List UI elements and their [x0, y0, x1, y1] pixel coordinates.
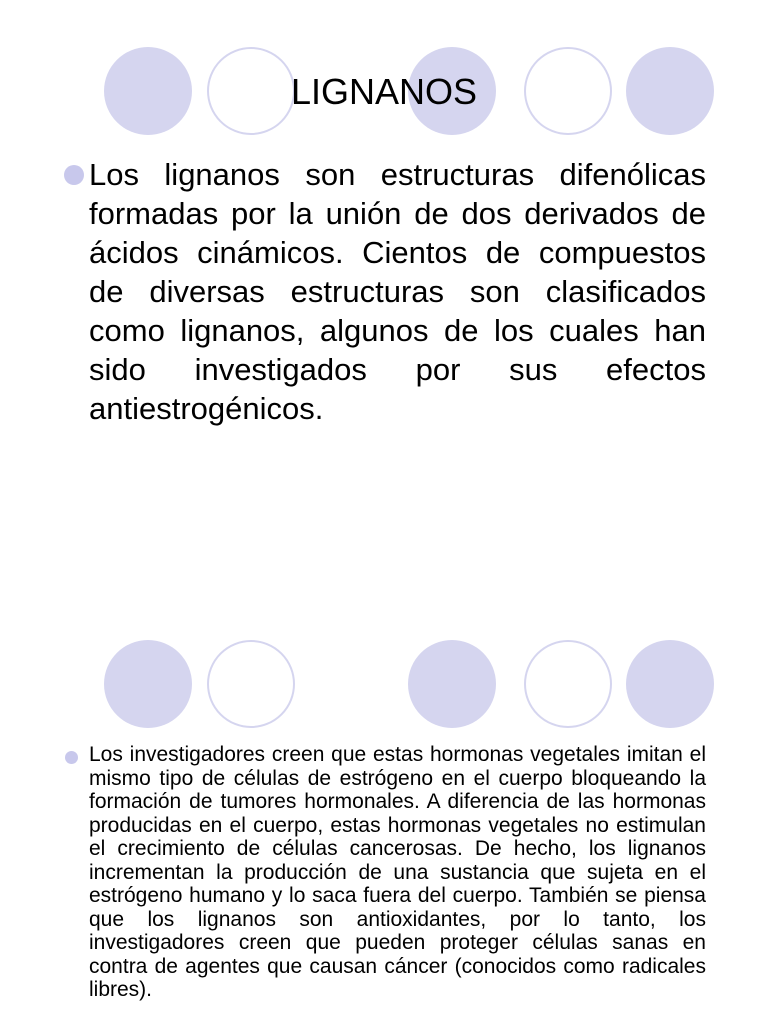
bullet-dot-icon — [65, 751, 78, 764]
bullet-dot-icon — [64, 165, 84, 185]
decorative-circle-filled — [626, 640, 714, 728]
slide-2 — [0, 640, 768, 1024]
slide-title: LIGNANOS — [290, 71, 478, 112]
decorative-circle-outline — [524, 640, 612, 728]
slide-2-bullet-text: Los investigadores creen que estas hormonas vegetales imitan el mismo tipo de células de estrógeno en el cuerpo bloqueando la formación de tumores hormonales. A diferencia de las hormonas producidas en el cuerpo, estas hormonas vegetales no estimulan el crecimiento de células cancerosas. De hecho, los lignanos incrementan la producción de una sustancia que sujeta en el estrógeno humano y lo saca fuera del cuerpo. También se piensa que los lignanos son antioxidantes, por lo tanto, los investigadores creen que pueden proteger células sanas en contra de agentes que causan cáncer (conocidos como radicales libres). — [89, 743, 706, 1001]
slide-1-bullet-text: Los lignanos son estructuras difenólicas formadas por la unión de dos derivados de ácidos cinámicos. Cientos de compuestos de diversas estructuras son clasificados como lignanos, algunos de los cuales han sido investigados por sus efectos antiestrogénicos. — [89, 157, 706, 426]
decorative-circle-filled — [408, 640, 496, 728]
decorative-circle-filled — [104, 640, 192, 728]
decorative-circle-outline — [207, 640, 295, 728]
